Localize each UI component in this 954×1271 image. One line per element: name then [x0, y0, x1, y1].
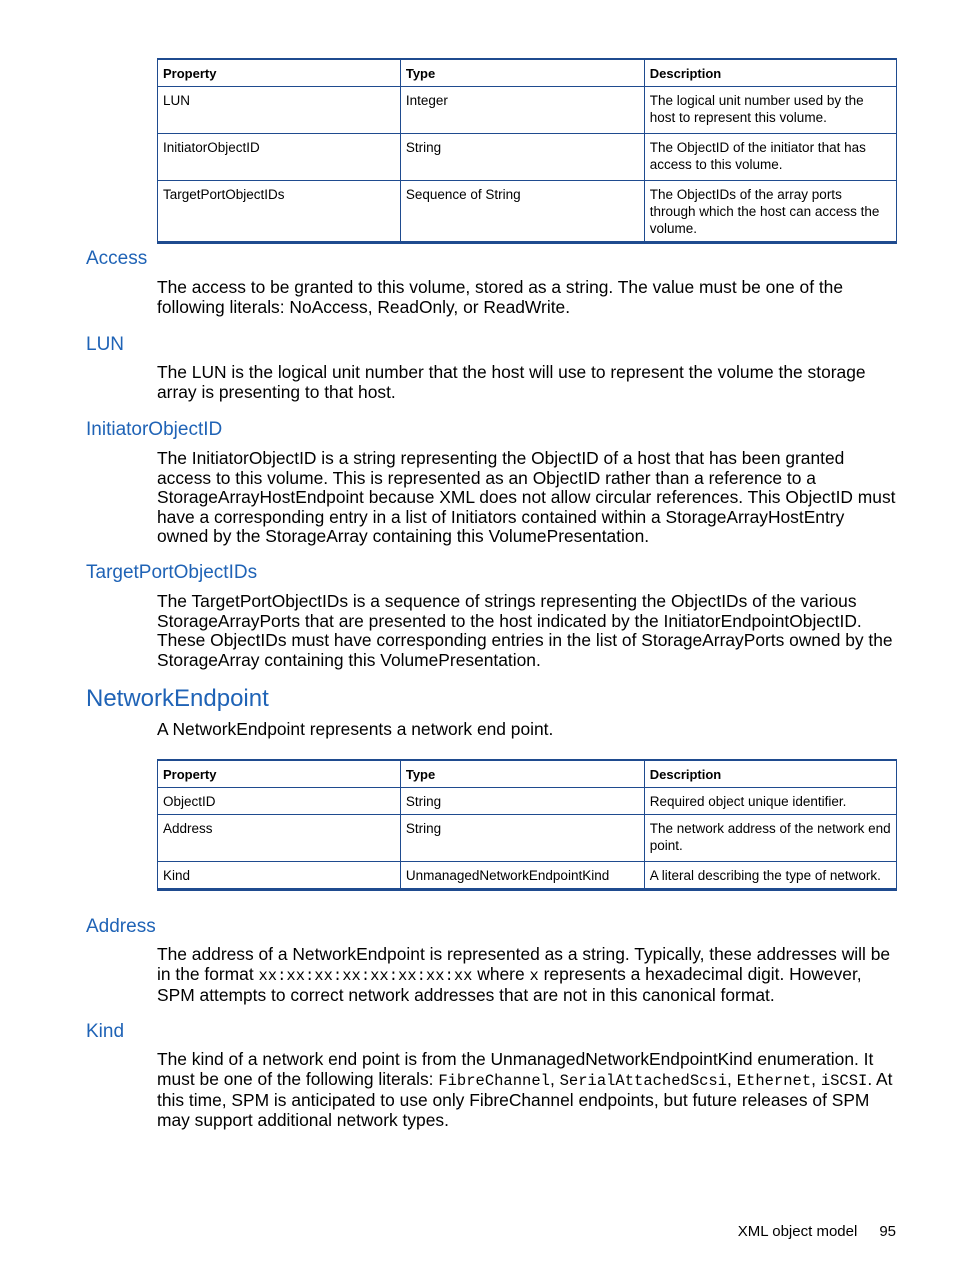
table-row [158, 181, 897, 243]
cell-type: Integer [400, 87, 644, 134]
table-row [158, 815, 897, 862]
header-description: Description [644, 59, 896, 87]
header-type: Type [400, 59, 644, 87]
literal-iscsi: iSCSI [820, 1071, 868, 1090]
kind-separator: , [549, 1068, 560, 1089]
cell-description: The ObjectID of the initiator that has access to this volume. [644, 134, 896, 181]
kind-paragraph [157, 1050, 899, 1130]
hex-digit-code: x [529, 966, 539, 985]
table-row [158, 87, 897, 134]
cell-type: String [400, 815, 644, 862]
footer-section-title: XML object model [737, 1223, 858, 1240]
header-property: Property [158, 760, 401, 788]
cell-description: Required object unique identifier. [644, 788, 896, 815]
network-endpoint-paragraph: A NetworkEndpoint represents a network end point. [157, 719, 554, 739]
cell-type: String [400, 134, 644, 181]
lun-paragraph: The LUN is the logical unit number that the host will use to represent the volume the storage array is presenting to that host. [157, 362, 866, 402]
targetport-paragraph: The TargetPortObjectIDs is a sequence of strings representing the ObjectIDs of the various StorageArrayPorts that are presented to the host indicated by the InitiatorEndpointObjectID. These ObjectIDs must have corresponding entries in the list of StorageArrayPorts owned by the StorageArray containing this VolumePresentation. [157, 591, 893, 670]
literal-ethernet: Ethernet [736, 1071, 812, 1090]
address-paragraph [157, 945, 899, 1006]
initiator-paragraph: The InitiatorObjectID is a string representing the ObjectID of a host that has been granted access to this volume. This is represented as an ObjectID rather than a reference to a StorageArrayHostEndpoint because XML does not allow circular references. This ObjectID must have a corresponding entry in a list of Initiators contained within a StorageArrayHostEntry owned by the StorageArray containing this VolumePresentation. [157, 448, 896, 546]
cell-type: Sequence of String [400, 181, 644, 243]
header-description: Description [644, 760, 896, 788]
cell-property: Address [158, 815, 401, 862]
cell-description: The ObjectIDs of the array ports through which the host can access the volume. [644, 181, 896, 243]
address-heading: Address [86, 916, 156, 937]
initiator-heading: InitiatorObjectID [86, 419, 223, 440]
kind-text-2: . At this time, SPM is anticipated to use only FibreChannel endpoints, but future releases of SPM may support additional network types. [157, 1068, 893, 1130]
address-format-code: xx:xx:xx:xx:xx:xx:xx:xx [258, 966, 473, 985]
kind-text-1: The kind of a network end point is from the UnmanagedNetworkEndpointKind enumeration. It must be one of the following literals: [157, 1049, 874, 1089]
cell-property: LUN [158, 87, 401, 134]
literal-serialattachedscsi: SerialAttachedScsi [559, 1071, 728, 1090]
cell-type: UnmanagedNetworkEndpointKind [400, 862, 644, 890]
header-type: Type [400, 760, 644, 788]
table-header-row [158, 760, 897, 788]
targetport-heading: TargetPortObjectIDs [86, 562, 258, 583]
access-paragraph: The access to be granted to this volume, stored as a string. The value must be one of the following literals: NoAccess, ReadOnly, or ReadWrite. [157, 277, 844, 317]
address-text-1: The address of a NetworkEndpoint is represented as a string. Typically, these addresses will be in the format [157, 944, 891, 984]
cell-description: The logical unit number used by the host to represent this volume. [644, 87, 896, 134]
network-endpoint-heading: NetworkEndpoint [86, 685, 269, 712]
address-text-3: represents a hexadecimal digit. However, SPM attempts to correct network addresses that are not in this canonical format. [157, 963, 862, 1005]
cell-type: String [400, 788, 644, 815]
address-text-2: where [472, 963, 530, 984]
network-endpoint-property-table [157, 759, 897, 891]
cell-property: InitiatorObjectID [158, 134, 401, 181]
kind-separator: , [727, 1068, 737, 1089]
cell-property: ObjectID [158, 788, 401, 815]
volume-presentation-property-table [157, 58, 897, 244]
table-row [158, 134, 897, 181]
lun-heading: LUN [86, 334, 125, 355]
footer-page-number: 95 [879, 1223, 896, 1240]
access-heading: Access [86, 248, 148, 269]
table-row [158, 862, 897, 890]
cell-description: The network address of the network end point. [644, 815, 896, 862]
page-footer [738, 1223, 896, 1240]
cell-property: Kind [158, 862, 401, 890]
table-header-row [158, 59, 897, 87]
cell-description: A literal describing the type of network. [644, 862, 896, 890]
kind-heading: Kind [86, 1021, 125, 1042]
kind-separator: , [811, 1068, 821, 1089]
table-row [158, 788, 897, 815]
literal-fibrechannel: FibreChannel [438, 1071, 550, 1090]
cell-property: TargetPortObjectIDs [158, 181, 401, 243]
header-property: Property [158, 59, 401, 87]
